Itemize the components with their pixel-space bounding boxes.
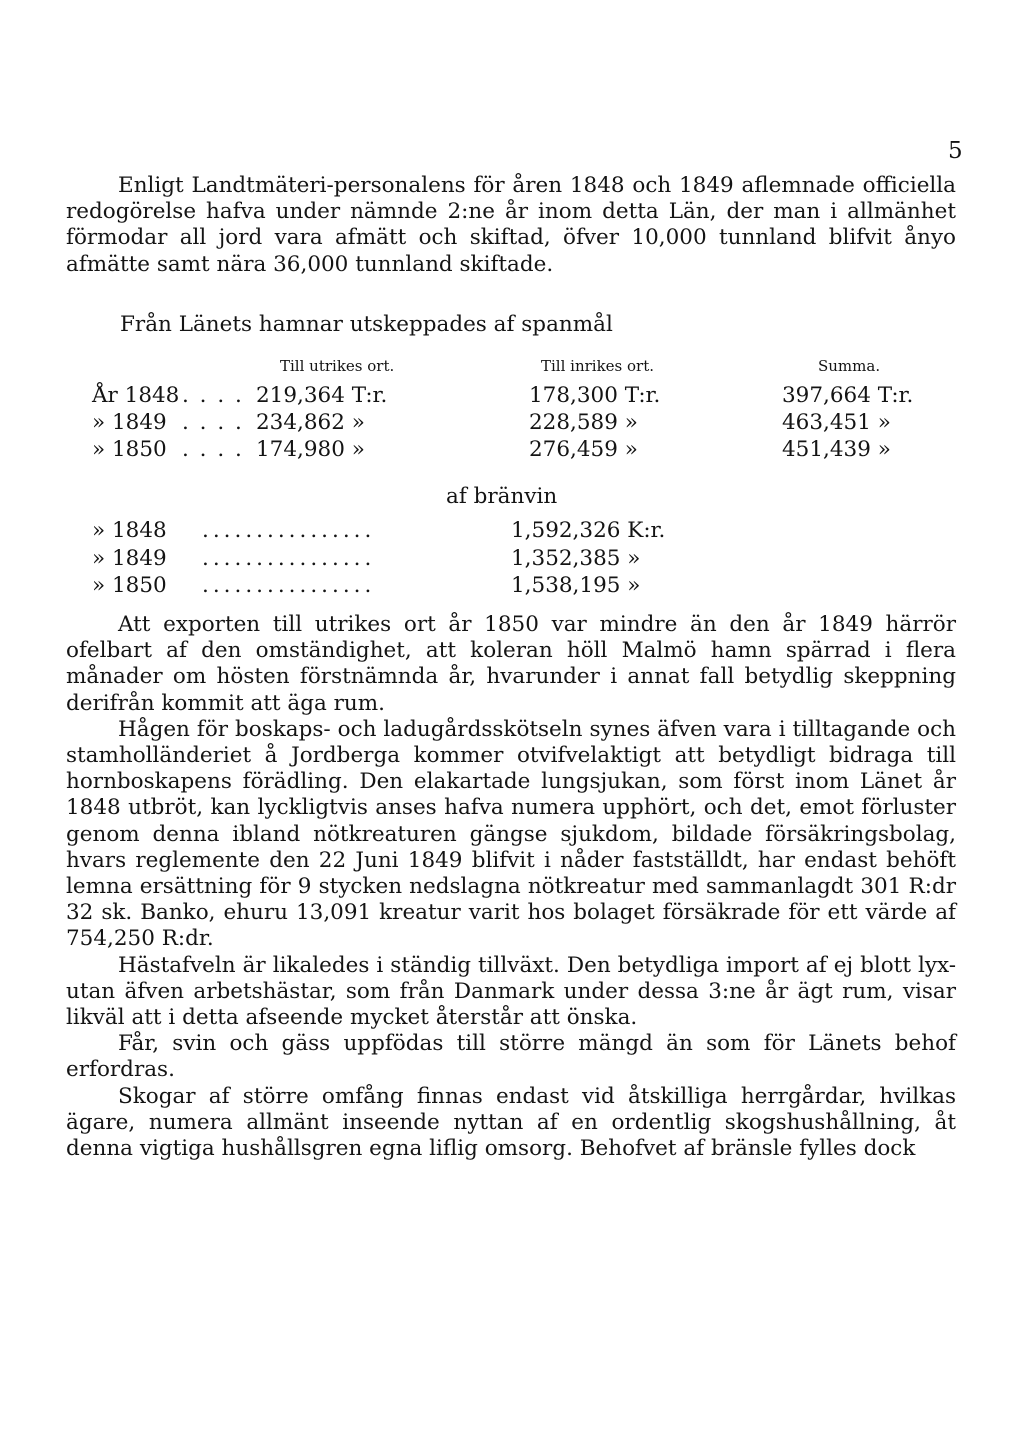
row-year: » 1848 [92, 518, 167, 543]
spirits-heading: af bränvin [446, 484, 558, 509]
grain-table-row [92, 410, 952, 436]
column-header-foreign: Till utrikes ort. [280, 357, 395, 375]
row-leader-dots: ................ [202, 518, 376, 543]
row-domestic-value: 178,300 T:r. [529, 383, 661, 408]
grain-table-row [92, 437, 952, 463]
paragraph-horses: Hästafveln är likaledes i ständig tillväxt. Den betydliga import af ej blott lyx- utan äfven arbetshästar, som från Danmark under dessa 3:ne år ägt rum, visar likväl att i detta afseende mycket återstår att önska. [66, 952, 956, 1031]
paragraph-livestock: Hågen för boskaps- och ladugårdsskötseln synes äfven vara i tilltagande och stamholländeriet å Jordberga kommer otvifvelaktigt att betydligt bidraga till hornboskapens förädling. Den elakartade lungsjukan, som först inom Länet år 1848 utbröt, kan lyckligtvis anses hafva numera upphört, och det, emot förluster genom denna ibland nötkreaturen gängse sjukdom, bildade försäkringsbolag, hvars reglemente den 22 Juni 1849 blifvit i nåder fastställdt, har endast behöft lemna ersättning för 9 stycken nedslagna nötkreatur med sammanlagdt 301 R:dr 32 sk. Banko, ehuru 13,091 kreatur varit hos bolaget försäkrade för ett värde af 754,250 R:dr. [66, 716, 956, 952]
row-year: » 1849 [92, 410, 167, 435]
row-total-value: 397,664 T:r. [782, 383, 914, 408]
row-spirits-value: 1,592,326 K:r. [511, 518, 666, 543]
grain-table-row [92, 383, 952, 409]
row-foreign-value: 234,862 » [256, 410, 365, 435]
paragraph-sheep-swine: Får, svin och gäss uppfödas till större mängd än som för Länets behof erfordras. [66, 1031, 956, 1083]
row-foreign-value: 174,980 » [256, 437, 365, 462]
row-year: » 1850 [92, 437, 167, 462]
page-number: 5 [948, 138, 963, 164]
row-year: » 1850 [92, 573, 167, 598]
row-total-value: 463,451 » [782, 410, 891, 435]
row-leader-dots: ................ [202, 546, 376, 571]
row-domestic-value: 228,589 » [529, 410, 638, 435]
row-leader-dots: . . . . [182, 437, 244, 462]
row-spirits-value: 1,352,385 » [511, 546, 641, 571]
row-spirits-value: 1,538,195 » [511, 573, 641, 598]
row-foreign-value: 219,364 T:r. [256, 383, 388, 408]
row-domestic-value: 276,459 » [529, 437, 638, 462]
row-leader-dots: . . . . [182, 410, 244, 435]
export-heading: Från Länets hamnar utskeppades af spanmål [120, 312, 613, 337]
row-year: » 1849 [92, 546, 167, 571]
body-text [66, 612, 956, 1162]
column-header-total: Summa. [818, 357, 881, 375]
row-total-value: 451,439 » [782, 437, 891, 462]
column-header-domestic: Till inrikes ort. [541, 357, 655, 375]
intro-paragraph: Enligt Landtmäteri-personalens för åren 1848 och 1849 aflemnade officiella redogörelse hafva under nämnde 2:ne år inom detta Län, der man i allmänhet förmodar all jord vara afmätt och skiftad, öfver 10,000 tunnland blifvit ånyo afmätte samt nära 36,000 tunnland skiftade. [66, 173, 956, 277]
row-year: År 1848 [92, 383, 180, 408]
row-leader-dots: . . . . [182, 383, 244, 408]
row-leader-dots: ................ [202, 573, 376, 598]
paragraph-export: Att exporten till utrikes ort år 1850 var mindre än den år 1849 härrör ofelbart af den omständighet, att koleran höll Malmö hamn spärrad i flera månader om hösten förstnämnda år, hvarunder i annat fall betydlig skeppning derifrån kommit att äga rum. [66, 612, 956, 716]
paragraph-forests: Skogar af större omfång finnas endast vid åtskilliga herrgårdar, hvilkas ägare, numera allmänt inseende nyttan af en ordentlig skogshushållning, åt denna vigtiga hushållsgren egna liflig omsorg. Behofvet af bränsle fylles dock [66, 1083, 956, 1162]
